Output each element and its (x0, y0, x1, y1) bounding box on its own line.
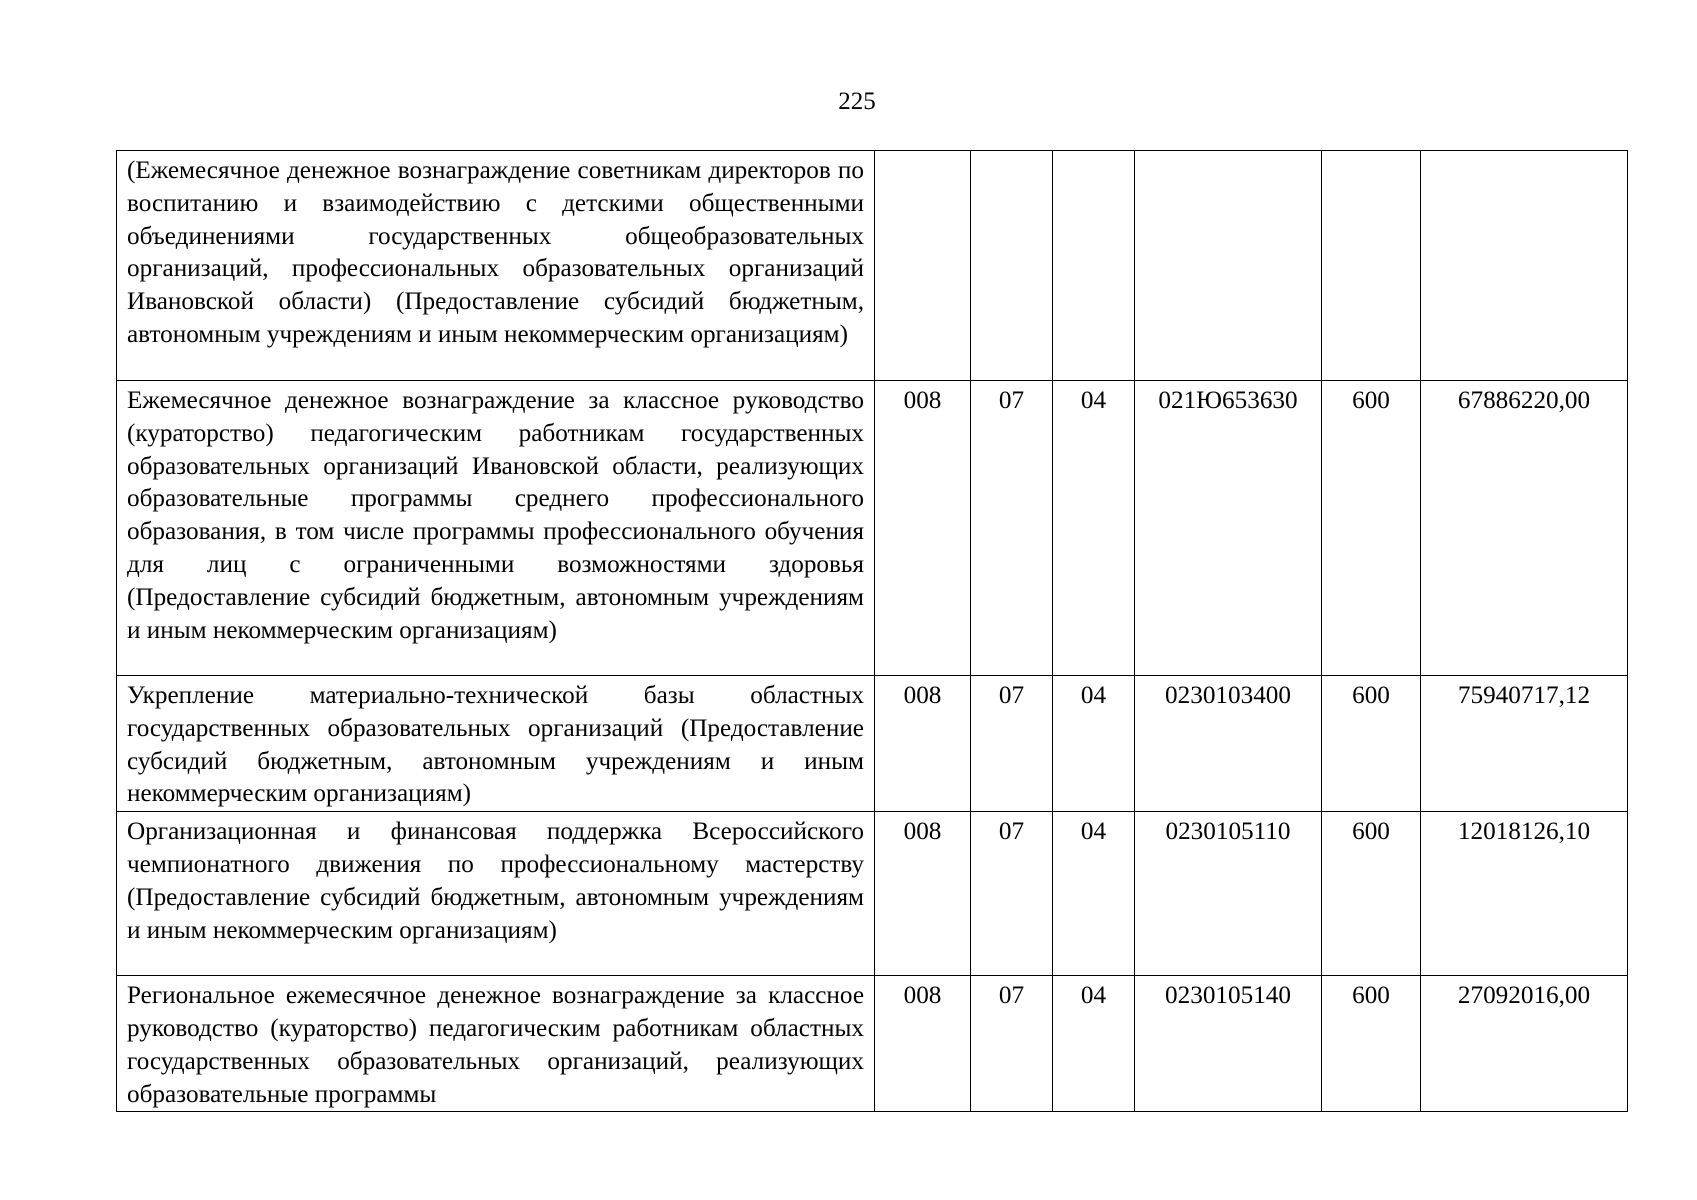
subsection-code: 04 (1053, 676, 1135, 812)
row-description: Укрепление материально-технической базы областных государственных образовательных организаций (Предоставление субсидий бюджетным, автономным учреждениям и иным некоммерческим организациям) (117, 676, 875, 812)
table-row (117, 381, 1628, 676)
subsection-code: 04 (1053, 381, 1135, 676)
ministry-code: 008 (875, 381, 971, 676)
ministry-code: 008 (875, 976, 971, 1112)
section-code: 07 (971, 381, 1053, 676)
table-row (117, 976, 1628, 1112)
row-description: (Ежемесячное денежное вознаграждение советникам директоров по воспитанию и взаимодействию с детскими общественными объединениями государственных общеобразовательных организаций, профессиональных образовательных организаций Ивановской области) (Предоставление субсидий бюджетным, автономным учреждениям и иным некоммерческим организациям) (117, 151, 875, 381)
section-code: 07 (971, 676, 1053, 812)
subsection-code (1053, 151, 1135, 381)
expense-type-code (1322, 151, 1421, 381)
section-code (971, 151, 1053, 381)
amount (1421, 151, 1628, 381)
amount: 27092016,00 (1421, 976, 1628, 1112)
expense-type-code: 600 (1322, 381, 1421, 676)
page-number: 225 (838, 88, 876, 115)
target-article-code: 0230105140 (1135, 976, 1322, 1112)
amount: 75940717,12 (1421, 676, 1628, 812)
table-row (117, 676, 1628, 812)
row-description: Региональное ежемесячное денежное вознаграждение за классное руководство (кураторство) педагогическим работникам областных государственных образовательных организаций, реализующих образовательные программы (117, 976, 875, 1112)
subsection-code: 04 (1053, 812, 1135, 976)
expense-type-code: 600 (1322, 976, 1421, 1112)
target-article-code: 0230105110 (1135, 812, 1322, 976)
ministry-code: 008 (875, 676, 971, 812)
section-code: 07 (971, 812, 1053, 976)
table-row (117, 812, 1628, 976)
row-description: Ежемесячное денежное вознаграждение за классное руководство (кураторство) педагогическим работникам государственных образовательных организаций Ивановской области, реализующих образовательные программы среднего профессионального образования, в том числе программы профессионального обучения для лиц с ограниченными возможностями здоровья (Предоставление субсидий бюджетным, автономным учреждениям и иным некоммерческим организациям) (117, 381, 875, 676)
target-article-code (1135, 151, 1322, 381)
amount: 67886220,00 (1421, 381, 1628, 676)
target-article-code: 0230103400 (1135, 676, 1322, 812)
subsection-code: 04 (1053, 976, 1135, 1112)
ministry-code (875, 151, 971, 381)
target-article-code: 021Ю653630 (1135, 381, 1322, 676)
table-row (117, 151, 1628, 381)
section-code: 07 (971, 976, 1053, 1112)
ministry-code: 008 (875, 812, 971, 976)
expense-type-code: 600 (1322, 676, 1421, 812)
expense-type-code: 600 (1322, 812, 1421, 976)
budget-table (116, 150, 1628, 1112)
row-description: Организационная и финансовая поддержка Всероссийского чемпионатного движения по профессиональному мастерству (Предоставление субсидий бюджетным, автономным учреждениям и иным некоммерческим организациям) (117, 812, 875, 976)
amount: 12018126,10 (1421, 812, 1628, 976)
